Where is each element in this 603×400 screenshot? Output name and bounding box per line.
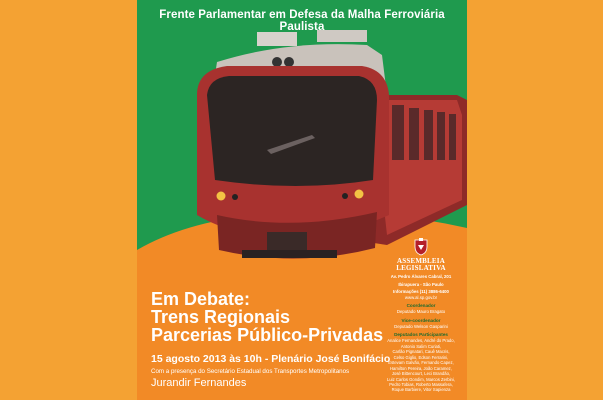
participant-line: Celso Giglio, Edson Ferrarini, (393, 354, 449, 360)
participants-list (380, 338, 462, 393)
guest-name: Jurandir Fernandes (151, 377, 247, 389)
assembly-info (380, 238, 462, 393)
poster-header: Frente Parlamentar em Defesa da Malha Ferroviária Paulista (159, 9, 445, 33)
assembly-name-line-2: LEGISLATIVA (396, 264, 446, 272)
participant-line: José Bittencourt, Leci Brandão, (391, 371, 451, 377)
assembly-name-line-1: ASSEMBLEIA (397, 257, 445, 265)
presence-note: Com a presença do Secretário Estadual dos Transportes Metropolitanos (151, 368, 350, 375)
title-line-1: Em Debate: (151, 289, 251, 309)
participant-line: Analice Fernandes, André do Prado, (387, 338, 455, 344)
participants-heading: Deputados Participantes (394, 332, 448, 338)
coordinator-name: Deputado Mauro Bragato (396, 309, 446, 315)
assembly-website: www.al.sp.gov.br (404, 294, 438, 300)
event-date: 15 agosto 2013 às 10h - Plenário José Bonifácio (151, 353, 391, 365)
participant-line: Roque Barbiere, Vitor Sapienza (391, 387, 451, 393)
title-block (151, 290, 391, 344)
vice-coordinator-name: Deputado Welson Gasparini (394, 323, 448, 329)
assembly-phone: Informações (11) 3886-6400 (393, 289, 449, 295)
coordinator-heading: Coordenador (406, 303, 436, 309)
title-line-2: Trens Regionais (151, 307, 291, 327)
title-line-3: Parcerias Público-Privadas (151, 325, 384, 345)
participant-line: Antonio Salim Curiati, (400, 343, 442, 349)
participant-line: Luiz Carlos Gondim, Marcos Zerbini, (387, 376, 455, 382)
assembly-address-1: Av. Pedro Álvares Cabral, 201 (390, 274, 452, 279)
vice-coordinator-heading: Vice-coordenador (401, 317, 441, 323)
participant-line: Hamilton Pereira, João Caramez, (390, 365, 452, 371)
participant-line: Carlão Pignatari, Cauê Macris, (392, 349, 450, 355)
participant-line: Estevam Galvão, Fernando Capez, (388, 360, 454, 366)
coat-of-arms-icon (413, 238, 429, 256)
artist-credit (446, 91, 456, 99)
assembly-address-2: Ibirapuera - São Paulo (398, 281, 444, 287)
participant-line: Pedro Tobias, Roberto Massafera, (389, 382, 453, 387)
event-poster (137, 0, 467, 400)
